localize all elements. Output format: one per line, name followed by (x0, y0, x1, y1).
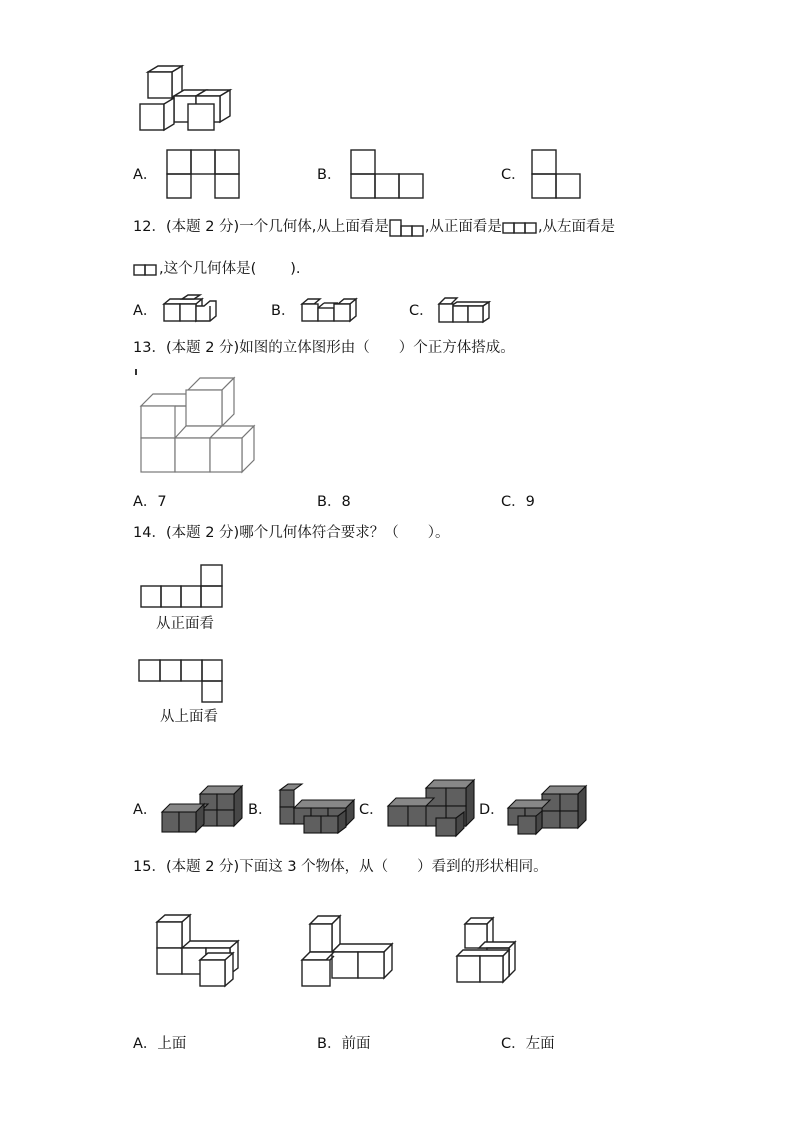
q14-front-view (139, 564, 229, 610)
q14-number: 14． (133, 525, 166, 541)
q15-option-c[interactable] (501, 1035, 555, 1053)
q13-option-b-letter: B． (317, 494, 342, 510)
q14-option-c-solid[interactable] (386, 778, 478, 840)
q12-option-c-letter[interactable]: C． (409, 303, 434, 319)
q14-question (133, 524, 449, 542)
q12-question-line2 (133, 260, 301, 278)
q13-number: 13． (133, 340, 166, 356)
q12-option-c-solid[interactable] (435, 294, 497, 326)
q15-object-2 (300, 912, 396, 992)
q12-question (133, 218, 615, 236)
q12-front-view-icon (502, 218, 538, 236)
q12-text-3: ,从左面看是 (537, 219, 616, 235)
q15-option-c-letter: C． (501, 1036, 526, 1052)
q15-option-a-value: 上面 (157, 1036, 187, 1052)
q15-question (133, 858, 548, 876)
q14-option-a-solid[interactable] (160, 782, 246, 836)
q13-solid-figure (138, 374, 263, 478)
q12-option-a-solid[interactable] (160, 294, 222, 326)
q13-option-a-value: 7 (157, 494, 167, 510)
q13-option-a-letter: A． (133, 494, 158, 510)
q11-option-a-letter[interactable]: A． (133, 167, 158, 183)
q15-option-b[interactable] (317, 1035, 370, 1053)
q14-option-b-letter[interactable]: B． (248, 802, 273, 818)
q15-text: (本题 2 分)下面这 3 个物体，从（ ）看到的形状相同。 (165, 859, 548, 875)
q11-option-a-view[interactable] (165, 148, 245, 200)
q14-option-d-letter[interactable]: D． (479, 802, 505, 818)
q15-option-a-letter: A． (133, 1036, 158, 1052)
q14-option-b-solid[interactable] (276, 782, 360, 836)
q12-number: 12． (133, 219, 166, 235)
q15-object-3 (453, 912, 523, 992)
q13-option-b-value: 8 (341, 494, 351, 510)
q11-option-b-letter[interactable]: B． (317, 167, 342, 183)
q14-front-caption: 从正面看 (156, 616, 214, 632)
q13-question (133, 339, 515, 357)
q12-option-b-letter[interactable]: B． (271, 303, 296, 319)
q14-option-a-letter[interactable]: A． (133, 802, 158, 818)
q15-option-a[interactable] (133, 1035, 186, 1053)
q14-top-view (137, 658, 227, 704)
q12-text-2: ,从正面看是 (424, 219, 502, 235)
q13-option-a[interactable] (133, 493, 167, 511)
q12-top-view-icon (389, 218, 425, 236)
q15-number: 15． (133, 859, 166, 875)
q13-option-c[interactable] (501, 493, 535, 511)
q13-text: (本题 2 分)如图的立体图形由（ ）个正方体搭成。 (165, 340, 515, 356)
q11-option-c-view[interactable] (530, 148, 586, 200)
q14-option-c-letter[interactable]: C． (359, 802, 384, 818)
q11-solid-figure (130, 60, 240, 140)
q15-option-b-value: 前面 (341, 1036, 371, 1052)
q15-object-1 (154, 912, 244, 992)
q12-text-1: (本题 2 分)一个几何体,从上面看是 (165, 219, 389, 235)
q12-text-4: ,这个几何体是( (159, 261, 257, 277)
q15-option-c-value: 左面 (525, 1036, 555, 1052)
q13-option-c-letter: C． (501, 494, 526, 510)
q12-left-view-icon (133, 260, 159, 278)
q13-option-b[interactable] (317, 493, 351, 511)
q13-option-c-value: 9 (525, 494, 535, 510)
q12-text-5: ). (290, 261, 301, 277)
q14-option-d-solid[interactable] (506, 782, 590, 836)
q12-option-b-solid[interactable] (298, 294, 364, 326)
q14-text: (本题 2 分)哪个几何体符合要求？（ ）。 (165, 525, 450, 541)
q12-option-a-letter[interactable]: A． (133, 303, 158, 319)
q15-option-b-letter: B． (317, 1036, 342, 1052)
q14-top-caption: 从上面看 (160, 709, 218, 725)
q11-option-b-view[interactable] (349, 148, 429, 200)
q11-option-c-letter[interactable]: C． (501, 167, 526, 183)
stray-mark (135, 369, 137, 375)
